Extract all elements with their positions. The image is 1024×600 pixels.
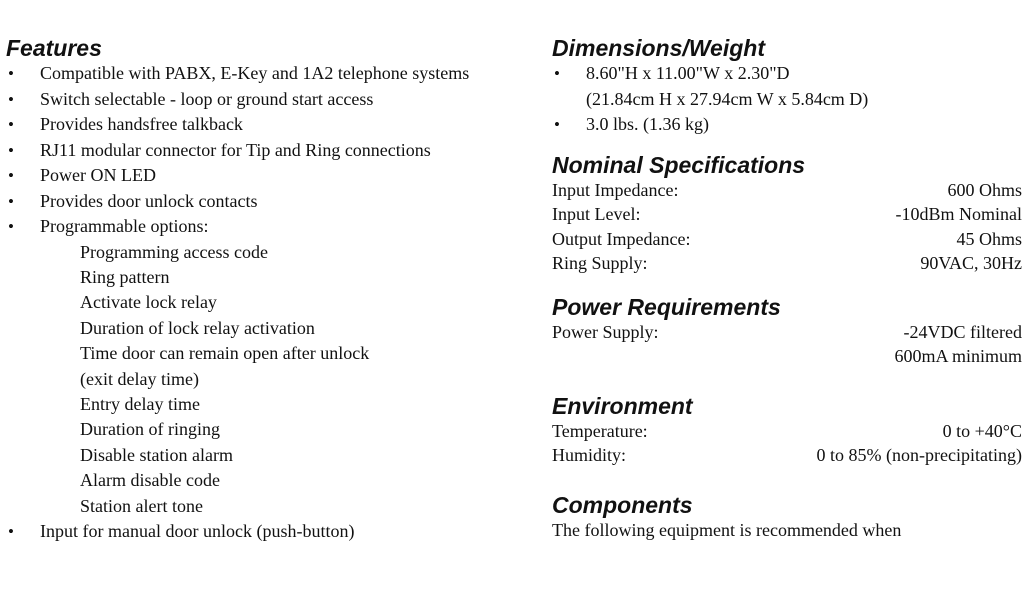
environment-heading: Environment [552, 392, 693, 419]
option-item: Entry delay time [80, 393, 200, 414]
spec-label: Humidity: [552, 445, 627, 465]
spec-value: 45 Ohms [956, 228, 1022, 249]
feature-item: • Provides handsfree talkback [6, 112, 506, 138]
power-heading: Power Requirements [552, 293, 781, 320]
spec-label: Ring Supply: [552, 253, 648, 273]
programmable-options-list [40, 240, 506, 519]
dimensions-item [552, 61, 1022, 112]
nominal-heading: Nominal Specifications [552, 151, 806, 178]
spec-value: 600 Ohms [947, 179, 1022, 200]
option-item: Duration of ringing [80, 419, 220, 440]
spec-row [552, 202, 1022, 227]
size-metric: (21.84cm H x 27.94cm W x 5.84cm D) [586, 88, 869, 109]
spec-value: 90VAC, 30Hz [920, 253, 1022, 273]
spec-label: Input Level: [552, 204, 641, 224]
spec-value [894, 320, 1022, 369]
components-heading: Components [552, 491, 693, 518]
option-item: Station alert tone [80, 495, 203, 516]
dimensions-list [552, 61, 1022, 138]
components-section [552, 492, 1022, 542]
spec-row [552, 178, 1022, 203]
feature-item-programmable [6, 214, 506, 519]
option-item: Duration of lock relay activation [80, 317, 315, 338]
option-item: Programming access code [80, 241, 268, 262]
spec-label: Power Supply: [552, 321, 659, 342]
option-item: Disable station alarm [80, 444, 233, 465]
feature-item: • Provides door unlock contacts [6, 189, 506, 215]
spec-value: -10dBm Nominal [895, 204, 1022, 224]
size-imperial: • 8.60"H x 11.00"W x 2.30"D [586, 63, 790, 83]
spec-row [552, 443, 1022, 468]
spec-label: Output Impedance: [552, 228, 691, 249]
power-value-line1: -24VDC filtered [903, 321, 1022, 342]
feature-item: • Switch selectable - loop or ground start access [6, 87, 506, 113]
weight-item: • 3.0 lbs. (1.36 kg) [552, 112, 1022, 138]
power-value-line2: 600mA minimum [894, 346, 1022, 366]
specs-column [552, 35, 1022, 542]
feature-item: • Compatible with PABX, E-Key and 1A2 telephone systems [6, 61, 506, 87]
features-heading: Features [6, 35, 102, 61]
environment-section [552, 393, 1022, 468]
features-list [6, 61, 506, 544]
dimensions-heading: Dimensions/Weight [552, 35, 765, 61]
option-item: (exit delay time) [80, 368, 199, 389]
power-section [552, 294, 1022, 369]
feature-item: • RJ11 modular connector for Tip and Ring connections [6, 138, 506, 164]
programmable-options-label: Programmable options: [40, 216, 209, 236]
spec-row [552, 320, 1022, 369]
spec-row [552, 251, 1022, 276]
option-item: Time door can remain open after unlock [80, 343, 370, 364]
option-item: Ring pattern [80, 266, 170, 287]
spec-label: Temperature: [552, 420, 648, 441]
spec-label: Input Impedance: [552, 179, 679, 200]
spec-value: 0 to +40°C [942, 420, 1022, 441]
spec-value: 0 to 85% (non-precipitating) [816, 445, 1022, 465]
option-item: Activate lock relay [80, 292, 217, 313]
dimensions-section [552, 35, 1022, 138]
components-text: The following equipment is recommended when [552, 519, 902, 540]
features-section [6, 35, 506, 544]
option-item: Alarm disable code [80, 470, 220, 491]
feature-item: • Power ON LED [6, 163, 506, 189]
spec-row [552, 227, 1022, 252]
spec-row [552, 419, 1022, 444]
nominal-section [552, 152, 1022, 276]
feature-item: • Input for manual door unlock (push-button) [6, 519, 506, 545]
